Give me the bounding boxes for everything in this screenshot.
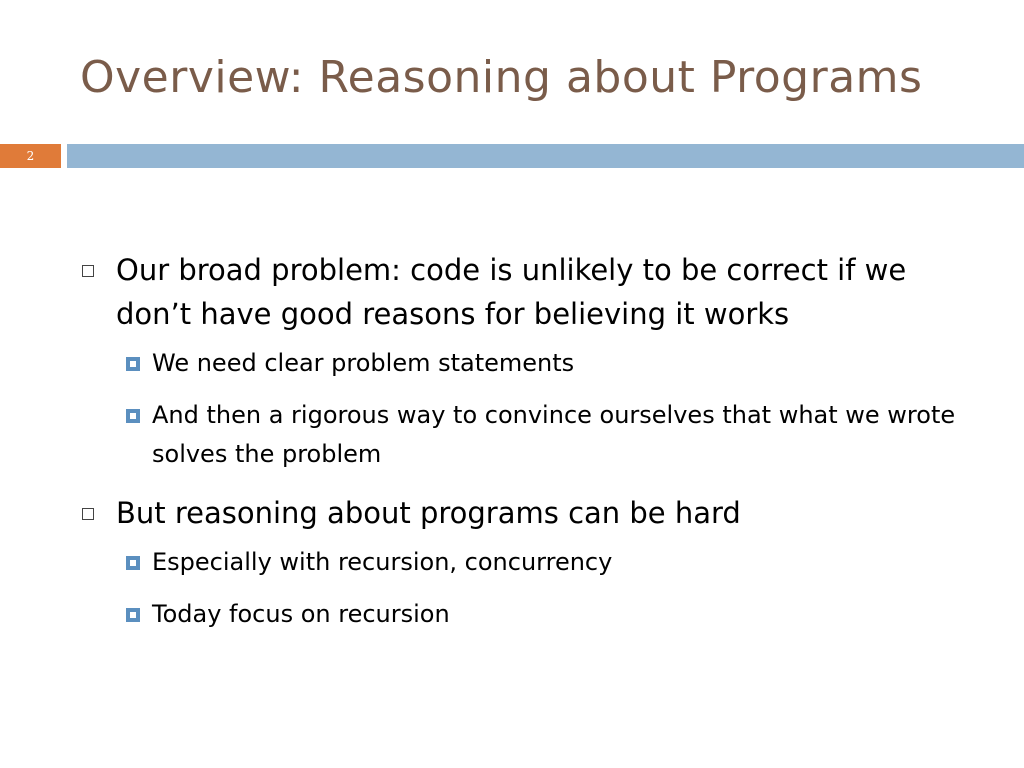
hollow-square-bullet-icon bbox=[82, 508, 94, 520]
sub-bullet-text: We need clear problem statements bbox=[152, 349, 575, 377]
sub-bullet-text: Today focus on recursion bbox=[152, 600, 450, 628]
sub-bullet-text: Especially with recursion, concurrency bbox=[152, 548, 613, 576]
hollow-square-bullet-icon bbox=[82, 265, 94, 277]
bullet-text: But reasoning about programs can be hard bbox=[116, 496, 741, 530]
slide-content bbox=[82, 248, 982, 647]
filled-square-bullet-icon bbox=[126, 409, 140, 423]
slide-number: 2 bbox=[0, 144, 61, 168]
filled-square-bullet-icon bbox=[126, 357, 140, 371]
title-divider-bar bbox=[67, 144, 1024, 168]
sub-bullet-text: And then a rigorous way to convince ourselves that what we wrote solves the problem bbox=[152, 401, 956, 468]
sub-bullet-item bbox=[82, 595, 982, 634]
sub-bullet-item bbox=[82, 543, 982, 582]
filled-square-bullet-icon bbox=[126, 556, 140, 570]
bullet-item bbox=[82, 248, 982, 336]
sub-bullet-item bbox=[82, 344, 982, 383]
filled-square-bullet-icon bbox=[126, 608, 140, 622]
slide-title: Overview: Reasoning about Programs bbox=[80, 52, 923, 103]
bullet-item bbox=[82, 491, 982, 535]
sub-bullet-item bbox=[82, 396, 982, 474]
bullet-text: Our broad problem: code is unlikely to be correct if we don’t have good reasons for believing it works bbox=[116, 253, 907, 331]
